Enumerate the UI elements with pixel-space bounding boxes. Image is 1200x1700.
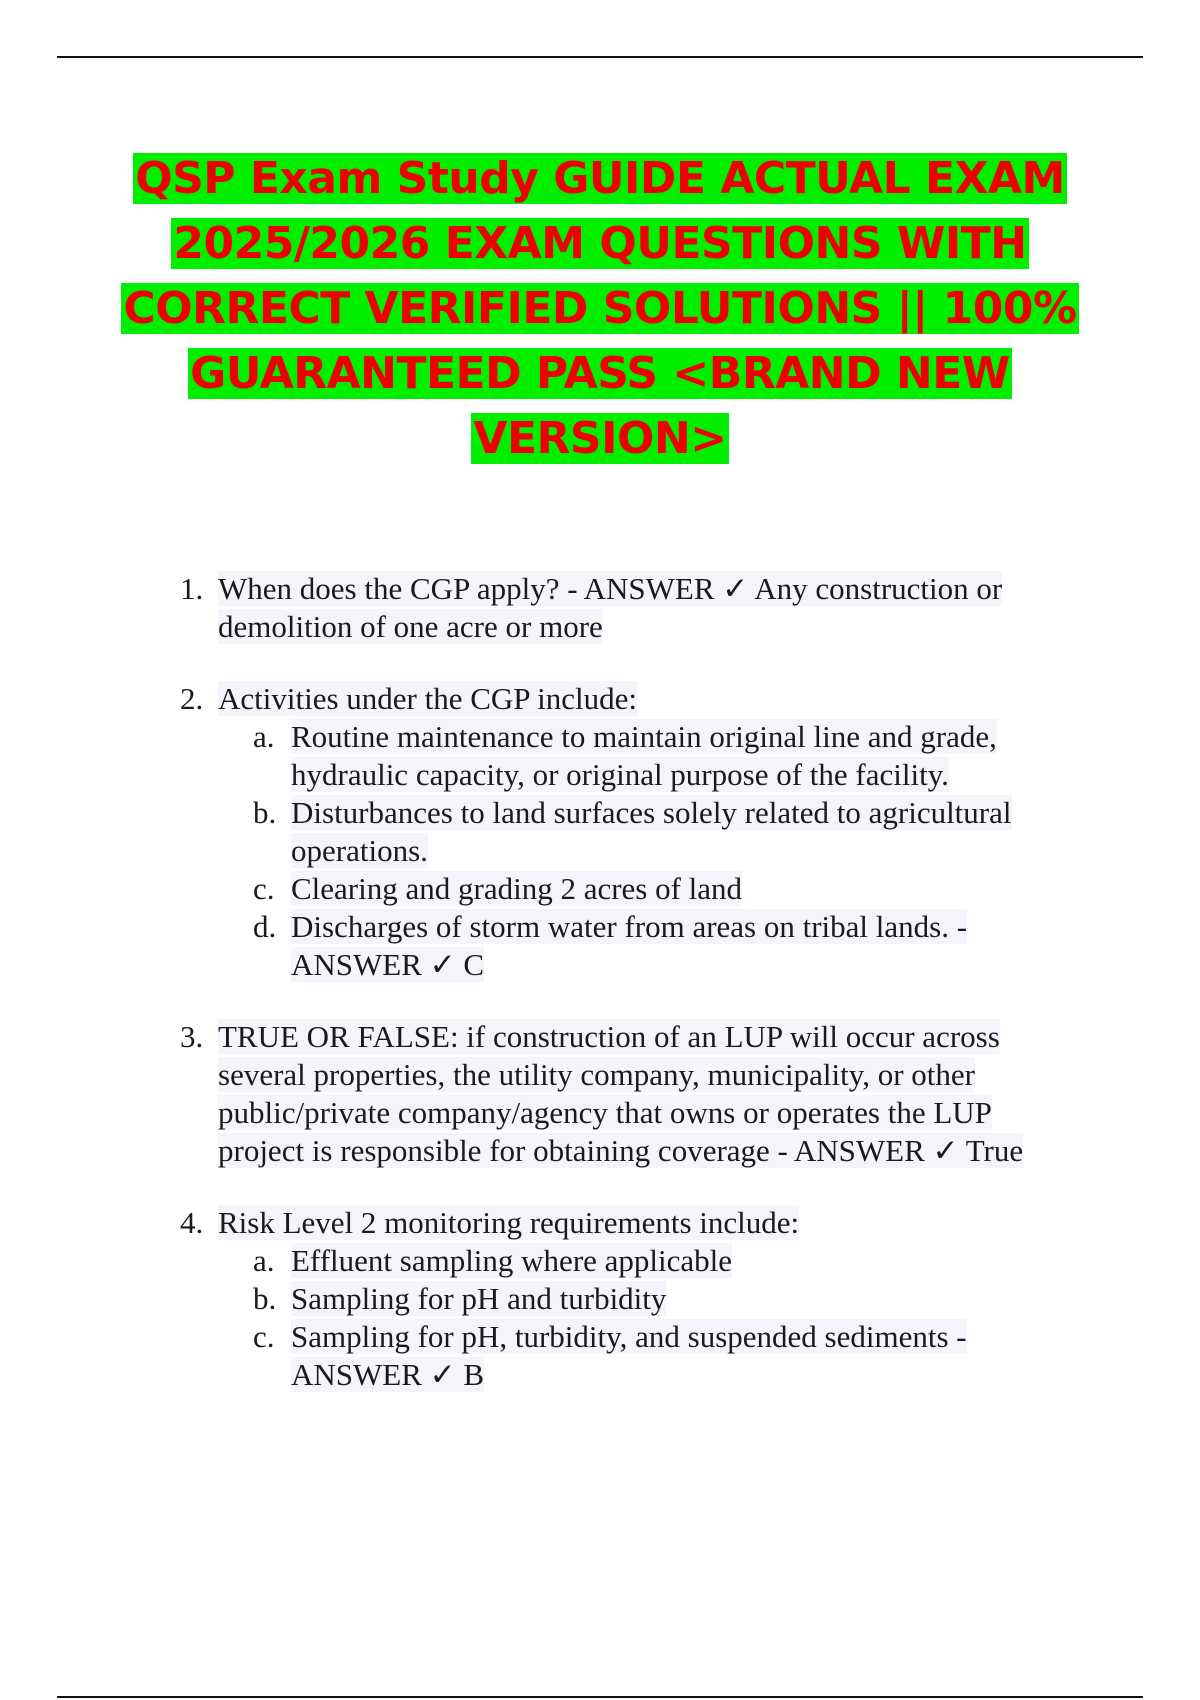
option-list <box>218 1242 1070 1394</box>
option-text: Clearing and grading 2 acres of land <box>291 871 743 906</box>
option-item <box>218 1280 1070 1318</box>
option-text: Sampling for pH and turbidity <box>291 1281 667 1316</box>
option-item <box>218 1242 1070 1280</box>
option-text: Routine maintenance to maintain original line and grade, hydraulic capacity, or original purpose of the facility. <box>291 719 997 792</box>
option-letter: a. <box>253 719 275 754</box>
option-letter: b. <box>253 1281 277 1316</box>
option-letter: b. <box>253 795 277 830</box>
question-list <box>170 570 1070 1428</box>
option-item <box>218 794 1070 870</box>
option-item <box>218 718 1070 794</box>
option-list <box>218 718 1070 984</box>
question-text: TRUE OR FALSE: if construction of an LUP will occur across several properties, the utility company, municipality, or other public/private company/agency that owns or operates the LUP project is responsible for obtaining coverage - ANSWER ✓ True <box>218 1019 1024 1168</box>
question-item <box>170 1018 1070 1170</box>
question-number: 4. <box>180 1205 204 1240</box>
title-text: QSP Exam Study GUIDE ACTUAL EXAM 2025/2026 EXAM QUESTIONS WITH CORRECT VERIFIED SOLUTIONS || 100% GUARANTEED PASS <BRAND NEW VERSION> <box>123 153 1077 464</box>
option-item <box>218 1318 1070 1394</box>
option-text: Effluent sampling where applicable <box>291 1243 733 1278</box>
question-item <box>170 570 1070 646</box>
question-text: When does the CGP apply? - ANSWER ✓ Any construction or demolition of one acre or more <box>218 571 1003 644</box>
option-letter: a. <box>253 1243 275 1278</box>
option-letter: d. <box>253 909 277 944</box>
option-item <box>218 908 1070 984</box>
question-number: 2. <box>180 681 204 716</box>
option-text: Disturbances to land surfaces solely related to agricultural operations. <box>291 795 1012 868</box>
question-number: 3. <box>180 1019 204 1054</box>
option-text: Sampling for pH, turbidity, and suspended sediments - ANSWER ✓ B <box>291 1319 967 1392</box>
option-letter: c. <box>253 871 275 906</box>
question-item <box>170 680 1070 984</box>
question-text: Risk Level 2 monitoring requirements include: <box>218 1205 800 1240</box>
question-text: Activities under the CGP include: <box>218 681 637 716</box>
option-text: Discharges of storm water from areas on tribal lands. - ANSWER ✓ C <box>291 909 968 982</box>
top-rule <box>57 56 1143 58</box>
question-number: 1. <box>180 571 204 606</box>
question-item <box>170 1204 1070 1394</box>
bottom-rule <box>57 1696 1143 1698</box>
document-title <box>90 146 1110 471</box>
option-item <box>218 870 1070 908</box>
option-letter: c. <box>253 1319 275 1354</box>
